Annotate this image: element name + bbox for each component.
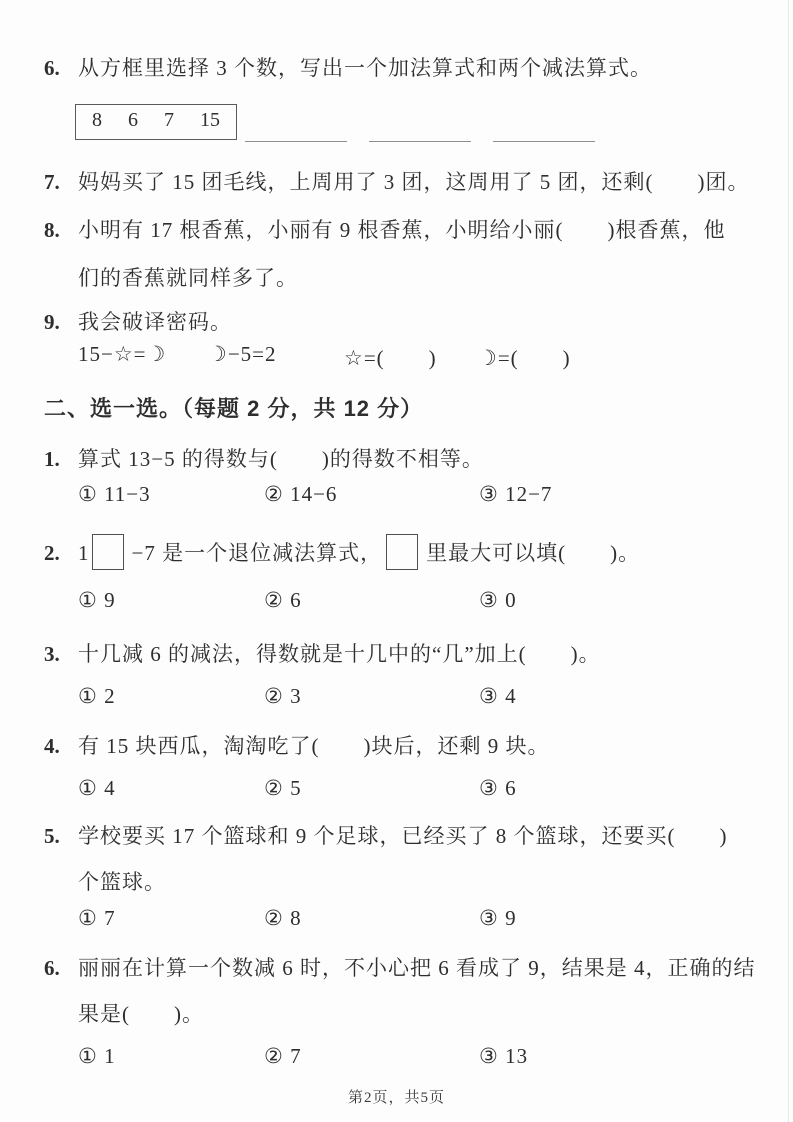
choice-3-options <box>78 684 753 716</box>
choice-6-number: 6. <box>44 956 60 980</box>
question-9-number: 9. <box>44 310 60 334</box>
choice-2-number: 2. <box>44 541 60 565</box>
choice-2-options <box>78 588 753 620</box>
choice-6-options <box>78 1044 753 1076</box>
choice-1-option-3: ③ 12−7 <box>479 482 553 506</box>
question-8-text-line1: 小明有 17 根香蕉，小丽有 9 根香蕉，小明给小丽( )根香蕉，他 <box>78 218 726 242</box>
empty-square-box-2 <box>386 534 418 570</box>
cipher-equation-3: ☆=( ) <box>344 346 437 370</box>
question-8-row-line2 <box>78 262 753 292</box>
number-box <box>75 104 237 140</box>
choice-6-option-2: ② 7 <box>264 1044 302 1068</box>
choice-3-text: 十几减 6 的减法，得数就是十几中的“几”加上( )。 <box>78 642 601 666</box>
choice-4-row <box>44 730 753 760</box>
question-8-number: 8. <box>44 218 60 242</box>
choice-2-text-mid: −7 是一个退位减法算式， <box>131 541 383 565</box>
choice-1-number: 1. <box>44 447 60 471</box>
question-9-row <box>44 306 753 336</box>
cipher-equation-4: ☽=( ) <box>478 346 571 370</box>
section-2-header-text: 二、选一选。（每题 2 分，共 12 分） <box>44 396 424 421</box>
choice-1-row <box>44 443 753 473</box>
question-7-text: 妈妈买了 15 团毛线，上周用了 3 团，这周用了 5 团，还剩( )团。 <box>78 170 750 194</box>
choice-3-option-3: ③ 4 <box>479 684 517 708</box>
box-number-1: 8 <box>92 109 102 131</box>
choice-4-option-1: ① 4 <box>78 776 116 800</box>
page-footer <box>0 1086 793 1107</box>
choice-6-text-line2: 果是( )。 <box>78 1002 204 1026</box>
choice-4-option-3: ③ 6 <box>479 776 517 800</box>
choice-5-number: 5. <box>44 824 60 848</box>
empty-square-box-1 <box>92 534 124 570</box>
scan-edge-line <box>788 0 789 1122</box>
choice-4-number: 4. <box>44 734 60 758</box>
choice-5-option-2: ② 8 <box>264 906 302 930</box>
cipher-equation-2: ☽−5=2 <box>208 342 277 366</box>
choice-1-text: 算式 13−5 的得数与( )的得数不相等。 <box>78 447 484 471</box>
choice-1-option-2: ② 14−6 <box>264 482 338 506</box>
answer-blank-3 <box>493 141 595 142</box>
choice-6-row-line2 <box>78 998 753 1028</box>
choice-2-option-1: ① 9 <box>78 588 116 612</box>
choice-4-text: 有 15 块西瓜，淘淘吃了( )块后，还剩 9 块。 <box>78 734 550 758</box>
box-number-3: 7 <box>164 109 174 131</box>
question-6-number: 6. <box>44 56 60 80</box>
choice-5-option-3: ③ 9 <box>479 906 517 930</box>
choice-5-text-line2: 个篮球。 <box>78 870 166 894</box>
choice-3-option-1: ① 2 <box>78 684 116 708</box>
section-2-header <box>44 392 753 423</box>
question-7-row <box>44 166 753 196</box>
choice-6-option-3: ③ 13 <box>479 1044 529 1068</box>
choice-5-option-1: ① 7 <box>78 906 116 930</box>
question-6-row <box>44 52 753 82</box>
choice-2-row <box>44 534 753 570</box>
choice-2-text-post: 里最大可以填( )。 <box>426 541 641 565</box>
cipher-equations-row <box>78 342 753 376</box>
choice-5-text-line1: 学校要买 17 个篮球和 9 个足球，已经买了 8 个篮球，还要买( ) <box>78 824 728 848</box>
choice-5-row-line2 <box>78 866 753 896</box>
answer-blank-2 <box>369 141 471 142</box>
choice-4-options <box>78 776 753 808</box>
answer-blank-1 <box>245 141 347 142</box>
choice-2-option-3: ③ 0 <box>479 588 517 612</box>
cipher-equation-1: 15−☆=☽ <box>78 342 167 366</box>
number-box-row <box>75 104 753 150</box>
box-number-4: 15 <box>200 109 220 131</box>
choice-4-option-2: ② 5 <box>264 776 302 800</box>
question-8-row <box>44 214 753 244</box>
page-indicator: 第2页，共5页 <box>347 1090 445 1106</box>
question-7-number: 7. <box>44 170 60 194</box>
box-number-2: 6 <box>128 109 138 131</box>
question-6-text: 从方框里选择 3 个数，写出一个加法算式和两个减法算式。 <box>78 56 652 80</box>
question-9-text: 我会破译密码。 <box>78 310 232 334</box>
choice-3-option-2: ② 3 <box>264 684 302 708</box>
choice-6-text-line1: 丽丽在计算一个数减 6 时，不小心把 6 看成了 9，结果是 4，正确的结 <box>78 956 756 980</box>
choice-3-row <box>44 638 753 668</box>
choice-3-number: 3. <box>44 642 60 666</box>
choice-5-options <box>78 906 753 938</box>
choice-6-option-1: ① 1 <box>78 1044 116 1068</box>
choice-1-options <box>78 482 753 514</box>
choice-2-text-pre: 1 <box>78 541 90 565</box>
choice-5-row <box>44 820 753 850</box>
choice-2-option-2: ② 6 <box>264 588 302 612</box>
choice-6-row <box>44 952 756 982</box>
question-8-text-line2: 们的香蕉就同样多了。 <box>78 266 298 290</box>
choice-1-option-1: ① 11−3 <box>78 482 151 506</box>
